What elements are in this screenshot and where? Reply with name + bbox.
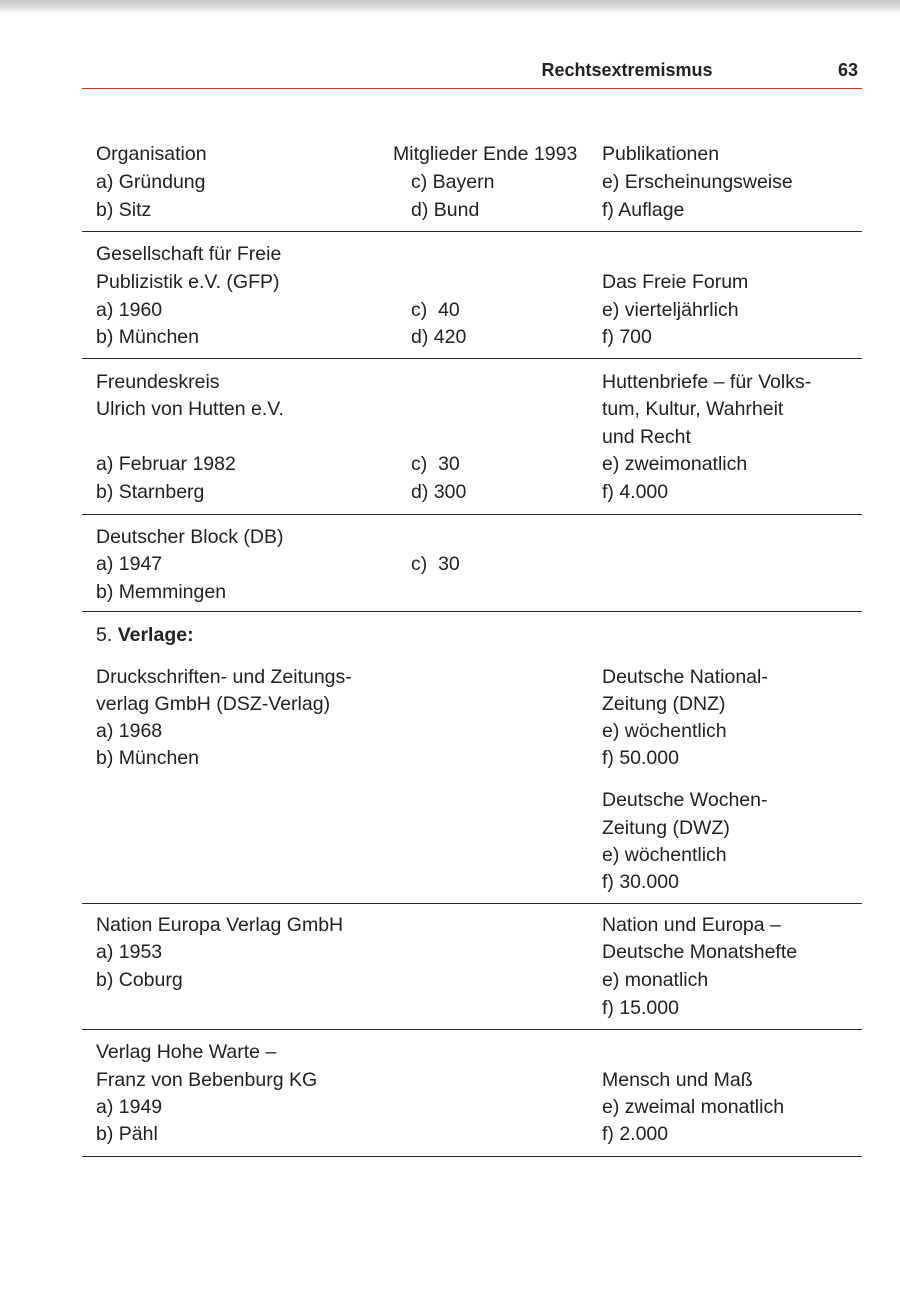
table-row-text: b) Memmingen <box>96 581 227 603</box>
table-row-text: Verlag Hohe Warte – <box>96 1041 277 1063</box>
table-row-text: d) 300 <box>411 481 467 503</box>
table-row-text: f) 30.000 <box>602 871 679 893</box>
table-row-text: e) vierteljährlich <box>602 299 739 321</box>
table-row-text: Publizistik e.V. (GFP) <box>96 271 280 293</box>
table-row-text: e) wöchentlich <box>602 720 727 742</box>
col-header-bavaria: c) Bayern <box>411 171 495 193</box>
table-row-text: Nation Europa Verlag GmbH <box>96 914 344 936</box>
table-row-text: tum, Kultur, Wahrheit <box>602 398 784 420</box>
col-header-federal: d) Bund <box>411 199 480 221</box>
table-row-text: a) 1949 <box>96 1096 163 1118</box>
running-title: Rechtsextremismus <box>541 60 713 80</box>
table-row-text: a) Februar 1982 <box>96 453 236 475</box>
scan-edge-shadow <box>0 0 900 14</box>
table-row-text: f) 700 <box>602 326 652 348</box>
table-row-text: b) Starnberg <box>96 481 205 503</box>
table-row-text: Nation und Europa – <box>602 914 781 936</box>
table-row-text: Franz von Bebenburg KG <box>96 1069 318 1091</box>
divider <box>82 514 862 515</box>
table-row-text: e) monatlich <box>602 969 709 991</box>
col-header-publications: Publikationen <box>602 143 720 165</box>
table-row-text: Deutscher Block (DB) <box>96 526 284 548</box>
table-row-text: f) 50.000 <box>602 747 679 769</box>
table-row-text: b) München <box>96 747 199 769</box>
col-header-founding: a) Gründung <box>96 171 206 193</box>
table-row-text: Deutsche Monatshefte <box>602 941 798 963</box>
table-row-text: e) wöchentlich <box>602 844 727 866</box>
col-header-circulation: f) Auflage <box>602 199 685 221</box>
divider <box>82 903 862 904</box>
table-row-text: d) 420 <box>411 326 467 348</box>
table-row-text: Gesellschaft für Freie <box>96 243 282 265</box>
divider <box>82 1029 862 1030</box>
table-row-text: verlag GmbH (DSZ-Verlag) <box>96 693 331 715</box>
table-row-text: a) 1947 <box>96 553 163 575</box>
table-row-text: Druckschriften- und Zeitungs- <box>96 666 352 688</box>
table-row-text: b) München <box>96 326 199 348</box>
table-row-text: e) zweimal monatlich <box>602 1096 785 1118</box>
divider <box>82 231 862 232</box>
col-header-frequency: e) Erscheinungsweise <box>602 171 793 193</box>
divider <box>82 1156 862 1157</box>
table-row-text: Zeitung (DWZ) <box>602 817 730 839</box>
table-row-text: c) 30 <box>411 553 460 575</box>
table-row-text: a) 1953 <box>96 941 163 963</box>
table-row-text: Ulrich von Hutten e.V. <box>96 398 284 420</box>
table-row-text: e) zweimonatlich <box>602 453 748 475</box>
table-row-text: Deutsche National- <box>602 666 768 688</box>
table-row-text: Freundeskreis <box>96 371 220 393</box>
table-row-text: Huttenbriefe – für Volks- <box>602 371 812 393</box>
col-header-members: Mitglieder Ende 1993 <box>393 143 578 165</box>
table-row-text: c) 40 <box>411 299 460 321</box>
table-row-text: Zeitung (DNZ) <box>602 693 726 715</box>
table-row-text: f) 15.000 <box>602 997 679 1019</box>
page-number: 63 <box>837 60 858 80</box>
table-row-text: f) 4.000 <box>602 481 669 503</box>
table-row-text: b) Pähl <box>96 1123 158 1145</box>
table-row-text: Das Freie Forum <box>602 271 749 293</box>
divider <box>82 611 862 612</box>
table-row-text: und Recht <box>602 426 691 448</box>
col-header-seat: b) Sitz <box>96 199 152 221</box>
col-header-org: Organisation <box>96 143 207 165</box>
table-row-text: f) 2.000 <box>602 1123 669 1145</box>
page-header <box>82 58 862 89</box>
table-row-text: a) 1968 <box>96 720 163 742</box>
table-row-text: Deutsche Wochen- <box>602 789 768 811</box>
divider <box>82 358 862 359</box>
table-row-text: Mensch und Maß <box>602 1069 753 1091</box>
table-row-text: b) Coburg <box>96 969 183 991</box>
section-heading: 5. Verlage: <box>96 624 194 646</box>
table-row-text: a) 1960 <box>96 299 163 321</box>
table-row-text: c) 30 <box>411 453 460 475</box>
